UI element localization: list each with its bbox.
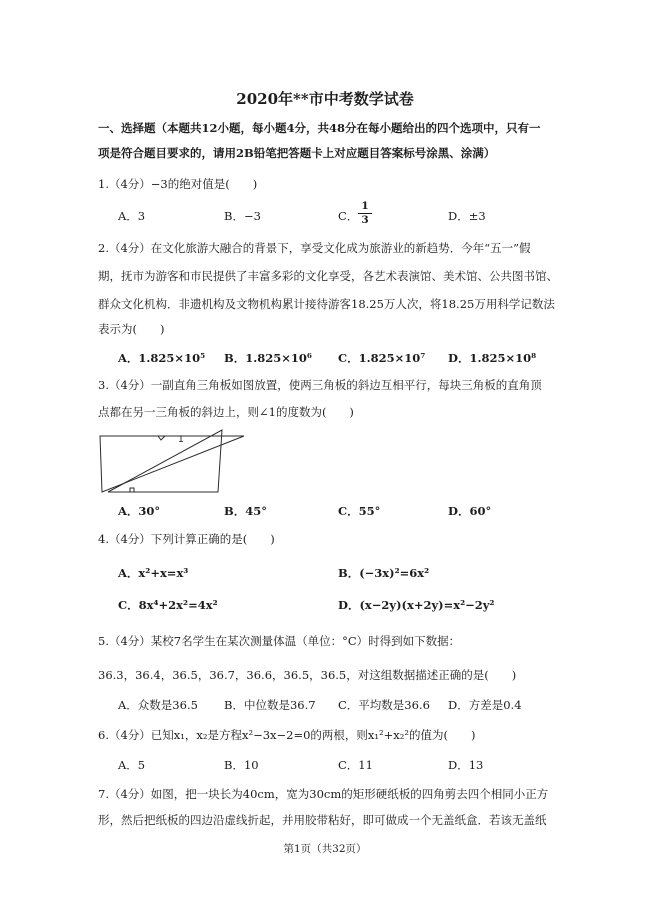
q4-option-d: D．(x−2y)(x+2y)=x²−2y² [338, 598, 495, 612]
question-2-line-1: 2.（4分）在文化旅游大融合的背景下，享受文化成为旅游业的新趋势．今年“五一”假 [98, 241, 531, 255]
question-5-line-2: 36.3，36.4，36.5，36.7，36.6，36.5，36.5，对这组数据描述正确的是( ) [98, 668, 517, 682]
q1-option-c: C． [338, 209, 359, 223]
q1-option-b: B．−3 [224, 209, 261, 223]
q6-option-d: D．13 [448, 758, 484, 772]
q4-option-b: B．(−3x)²=6x² [338, 566, 430, 580]
upper-set-square [100, 436, 244, 492]
q5-option-b: B．中位数是36.7 [224, 698, 316, 712]
q5-option-d: D．方差是0.4 [448, 698, 522, 712]
q2-option-c: C．1.825×10⁷ [338, 351, 426, 365]
triangle-rulers-figure [98, 428, 250, 496]
q3-option-a: A．30° [118, 504, 161, 518]
fraction-denominator: 3 [361, 214, 369, 226]
q5-option-a: A．众数是36.5 [118, 698, 198, 712]
angle-1-label: 1 [178, 435, 184, 445]
q6-option-c: C．11 [338, 758, 373, 772]
page-title: 2020年**市中考数学试卷 [236, 90, 414, 108]
question-5-line-1: 5.（4分）某校7名学生在某次测量体温（单位：°C）时得到如下数据： [98, 634, 461, 648]
question-2-line-2: 期，抚市为游客和市民提供了丰富多彩的文化享受，各艺术表演馆、美术馆、公共图书馆、 [98, 269, 558, 283]
question-4-stem: 4.（4分）下列计算正确的是( ) [98, 532, 275, 546]
question-6-stem: 6.（4分）已知x₁，x₂是方程x²−3x−2=0的两根，则x₁²+x₂²的值为( ) [98, 728, 476, 742]
question-3-line-1: 3.（4分）一副直角三角板如图放置，使两三角板的斜边互相平行，每块三角板的直角顶 [98, 378, 542, 392]
question-1-stem: 1.（4分）−3的绝对值是( ) [98, 177, 258, 191]
question-3-line-2: 点都在另一三角板的斜边上，则∠1的度数为( ) [98, 405, 354, 419]
section-heading-line-1: 一、选择题（本题共12小题，每小题4分，共48分在每小题给出的四个选项中，只有一 [98, 121, 541, 135]
q3-option-b: B．45° [224, 504, 267, 518]
q5-option-c: C．平均数是36.6 [338, 698, 430, 712]
page-number-footer: 第1页（共32页） [283, 843, 367, 855]
q2-option-d: D．1.825×10⁸ [448, 351, 537, 365]
q1-option-c-fraction [358, 200, 372, 227]
q4-option-c: C．8x⁴+2x²=4x² [118, 598, 218, 612]
question-2-line-4: 表示为( ) [98, 322, 165, 336]
q2-option-a: A．1.825×10⁵ [118, 351, 206, 365]
q6-option-b: B．10 [224, 758, 259, 772]
lower-set-square [108, 430, 222, 492]
section-heading-line-2: 项是符合题目要求的，请用2B铅笔把答题卡上对应题目答案标号涂黑、涂满） [98, 146, 496, 160]
question-7-line-2: 形，然后把纸板的四边沿虚线折起，并用胶带粘好，即可做成一个无盖纸盒．若该无盖纸 [98, 813, 547, 827]
q3-option-d: D．60° [448, 504, 492, 518]
fraction-numerator: 1 [358, 200, 372, 214]
right-angle-mark-bottom [130, 488, 134, 492]
right-angle-mark-top [158, 436, 165, 440]
q2-option-b: B．1.825×10⁶ [224, 351, 312, 365]
q1-option-d: D．±3 [448, 209, 486, 223]
q1-option-a: A．3 [118, 209, 146, 223]
q3-option-c: C．55° [338, 504, 381, 518]
question-7-line-1: 7.（4分）如图，把一块长为40cm，宽为30cm的矩形硬纸板的四角剪去四个相同小正方 [98, 787, 549, 801]
question-2-line-3: 群众文化机构．非遗机构及文物机构累计接待游客18.25万人次，将18.25万用科学记数法 [98, 297, 555, 311]
q6-option-a: A．5 [118, 758, 146, 772]
q4-option-a: A．x²+x=x³ [118, 566, 189, 580]
